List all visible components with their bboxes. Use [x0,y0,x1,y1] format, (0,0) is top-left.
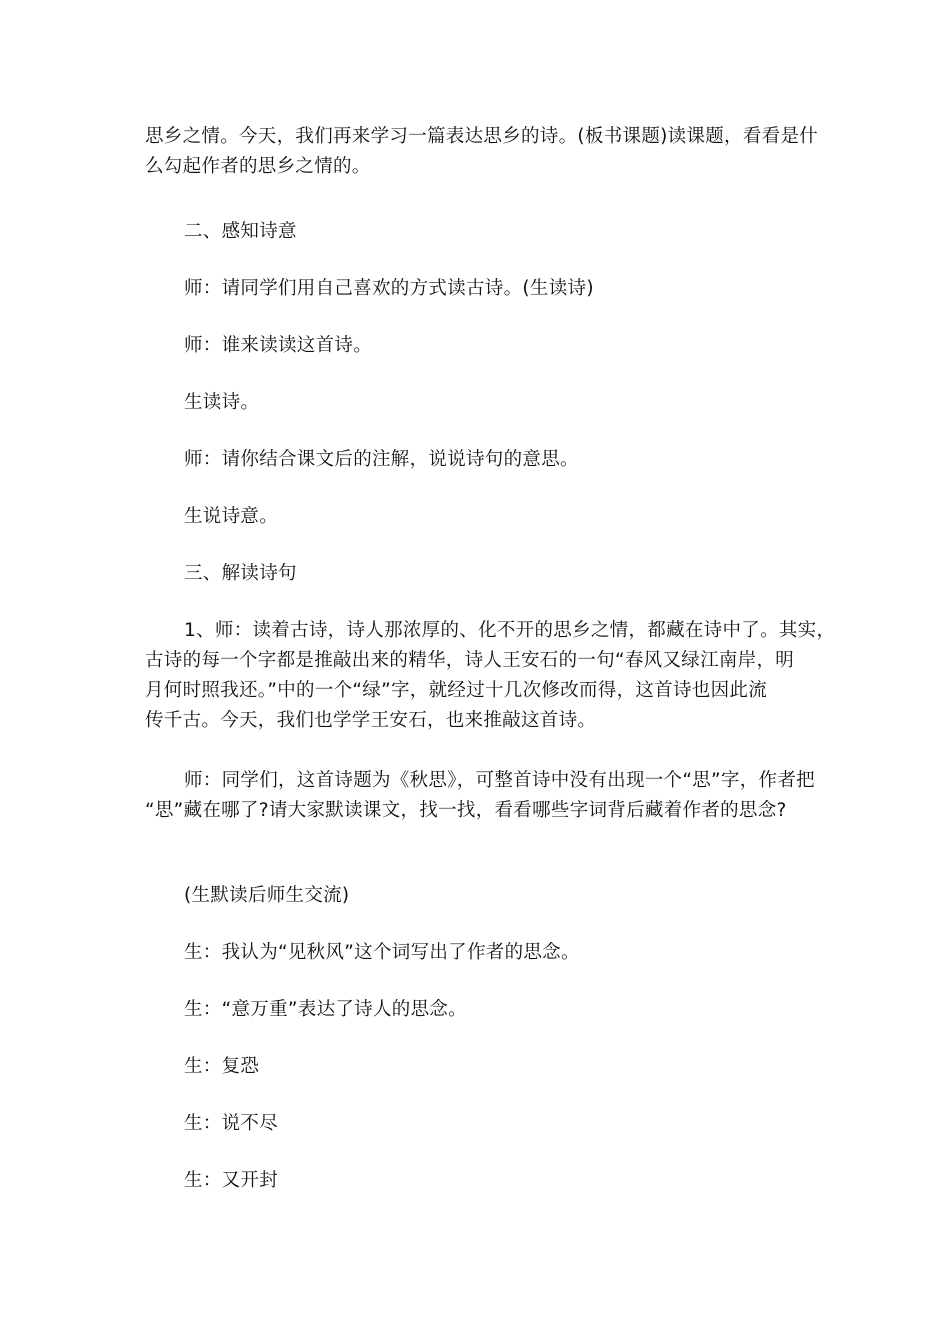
dialogue-line [184,995,807,1025]
section-heading-perceive [184,217,807,247]
dialogue-line [184,274,807,304]
text-line: 师：同学们，这首诗题为《秋思》，可整首诗中没有出现一个“思”字，作者把 [184,770,815,791]
text-line: 生：又开封 [184,1170,279,1191]
text-line: 师：谁来读读这首诗。 [184,335,373,356]
dialogue-line [184,445,807,475]
text-line: 1、师：读着古诗，诗人那浓厚的、化不开的思乡之情，都藏在诗中了。其实， [184,620,836,641]
stage-direction [184,881,807,911]
text-line: “思”藏在哪了?请大家默读课文，找一找，看看哪些字词背后藏着作者的思念? [145,800,787,821]
heading-text: 二、感知诗意 [184,221,297,242]
text-line: (生默读后师生交流) [184,885,350,906]
text-line: 生：我认为“见秋风”这个词写出了作者的思念。 [184,942,580,963]
text-line: 传千古。今天，我们也学学王安石，也来推敲这首诗。 [145,710,597,731]
paragraph-teacher-intro [145,616,836,736]
text-line: 古诗的每一个字都是推敲出来的精华，诗人王安石的一句“春风又绿江南岸，明 [145,650,795,671]
dialogue-line [184,331,807,361]
dialogue-line [184,938,807,968]
section-heading-interpret [184,559,807,589]
dialogue-line [184,1052,807,1082]
heading-text: 三、解读诗句 [184,563,297,584]
text-line: 师：请同学们用自己喜欢的方式读古诗。(生读诗) [184,278,594,299]
text-line: 思乡之情。今天，我们再来学习一篇表达思乡的诗。(板书课题)读课题，看看是什 [145,126,819,147]
text-line: 师：请你结合课文后的注解，说说诗句的意思。 [184,449,579,470]
dialogue-line [184,388,807,418]
paragraph-intro-continuation [145,122,819,182]
text-line: 生：复恐 [184,1056,260,1077]
dialogue-line [184,502,807,532]
text-line: 生：“意万重”表达了诗人的思念。 [184,999,467,1020]
dialogue-line [184,1166,807,1196]
text-line: 生说诗意。 [184,506,279,527]
paragraph-teacher-question [145,766,815,826]
dialogue-line [184,1109,807,1139]
text-line: 生：说不尽 [184,1113,279,1134]
text-line: 生读诗。 [184,392,260,413]
text-line: 么勾起作者的思乡之情的。 [145,156,371,177]
text-line: 月何时照我还。”中的一个“绿”字，就经过十几次修改而得，这首诗也因此流 [145,680,768,701]
